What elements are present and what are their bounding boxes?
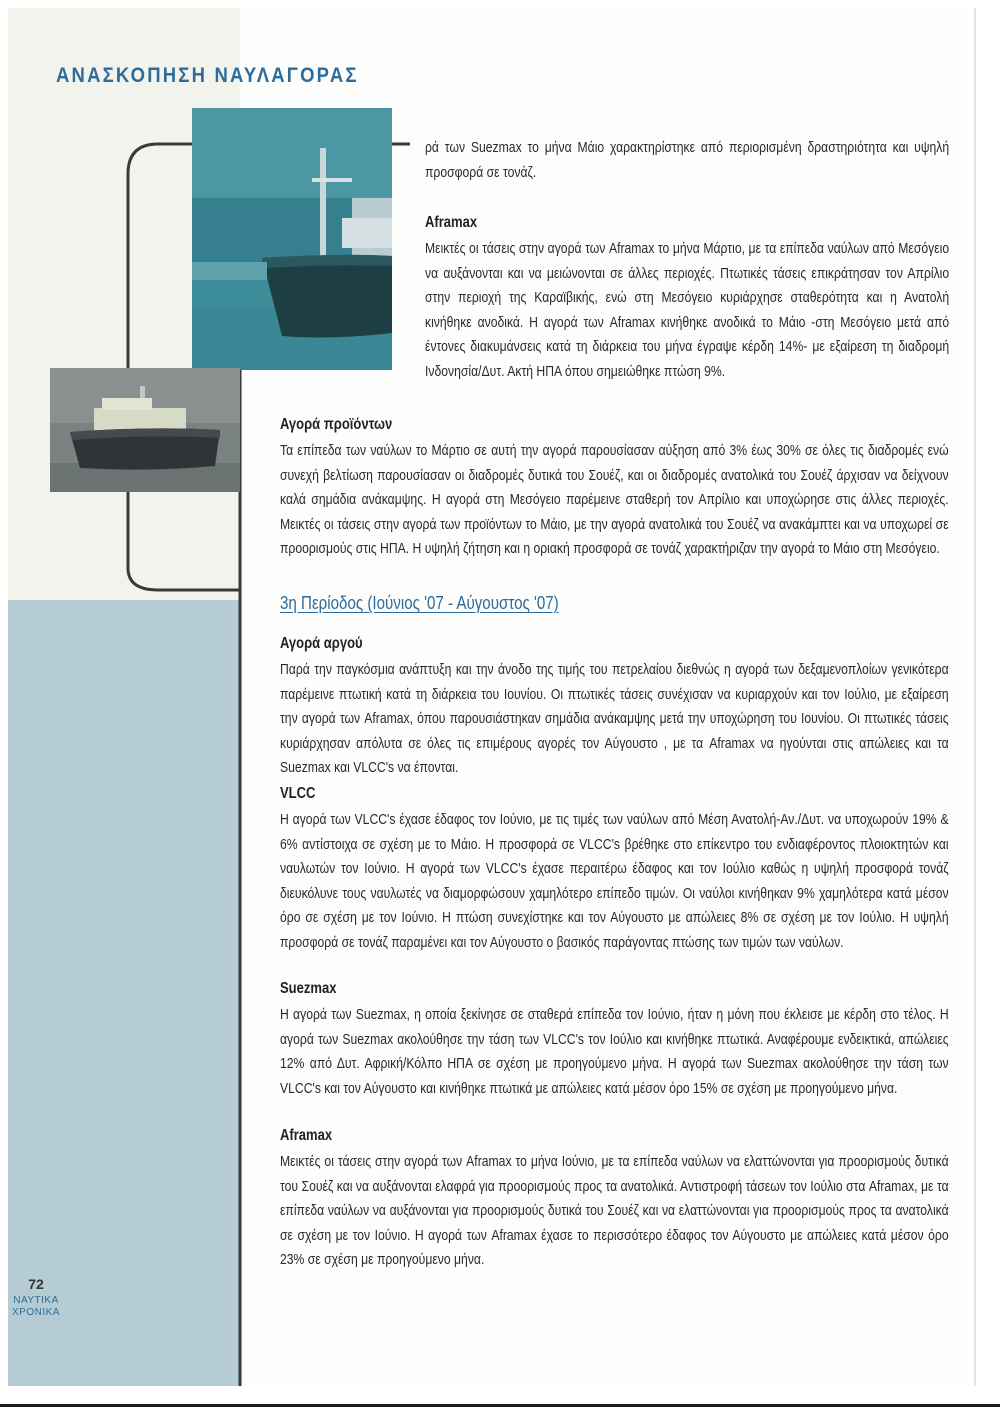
intro-text: ρά των Suezmax το μήνα Μάιο χαρακτηρίστηκε από περιορισμένη δραστηριότητα και υψηλή προσφορά σε τονάζ. xyxy=(425,140,950,181)
magazine-name-line1: ΝΑΥΤΙΚΑ xyxy=(13,1295,59,1306)
section-vlcc xyxy=(280,783,949,955)
tanker-photo-top xyxy=(192,108,392,370)
page-number: 72 xyxy=(28,1276,44,1292)
section-heading: VLCC xyxy=(280,785,316,802)
section-aframax-spring xyxy=(425,212,949,384)
section-aframax-summer xyxy=(280,1125,949,1273)
section-text: Μεικτές οι τάσεις στην αγορά των Aframax το μήνα Ιούνιο, με τα επίπεδα ναύλων να ελαττώνονται για προορισμούς δυτικά του Σουέζ και να αυξάνονται ελαφρά για προορισμούς προς τα ανατολικά. Αντιστροφή τάσεων τον Ιούλιο στα Aframax, με τα επίπεδα ναύλων να αυξάνονται για προορισμούς δυτικά του Σουέζ και να ελαττώνονται για προορισμούς προς τα ανατολικά σε σχέση με τον Ιούνιο. Η αγορά των Aframax έχασε το περισσότερο έδαφος τον Αύγουστο με απώλειες κατά μέσον όρο 23% σε σχέση με προηγούμενο μήνα. xyxy=(280,1154,949,1268)
section-heading: Suezmax xyxy=(280,980,337,997)
tanker-photo-left xyxy=(50,368,240,492)
section-heading: Aframax xyxy=(425,214,478,231)
section-text: Μεικτές οι τάσεις στην αγορά των Aframax το μήνα Μάρτιο, με τα επίπεδα ναύλων από Μεσόγειο να αυξάνονται και να μειώνονται σε άλλες περιοχές. Πτωτικές τάσεις επικράτησαν τον Απρίλιο στην περιοχή της Καραϊβικής, ενώ στη Μεσόγειο κυριάρχησε σταθερότητα και η Ανατολή κινήθηκε ανοδικά. Η αγορά των Aframax κινήθηκε ανοδικά το Μάιο -στη Μεσόγειο μετά από έντονες διακυμάνσεις κατά τη διάρκεια του μήνα έγραψε κέρδη 14%- με εξαίρεση τη διαδρομή Ινδονησία/Δυτ. Ακτή ΗΠΑ όπου σημειώθηκε πτώση 9%. xyxy=(425,241,950,380)
section-crude-market xyxy=(280,633,949,781)
magazine-page xyxy=(8,8,974,1386)
page-header: ΑΝΑΣΚΟΠΗΣΗ ΝΑΥΛΑΓΟΡΑΣ xyxy=(56,64,359,87)
intro-paragraph xyxy=(425,136,949,185)
section-text: Παρά την παγκόσμια ανάπτυξη και την άνοδο της τιμής του πετρελαίου διεθνώς η αγορά των δεξαμενοπλοίων γενικότερα παρέμεινε πτωτική κατά τη διάρκεια του Ιουνίου. Οι πτωτικές τάσεις συνέχισαν να κυριαρχούν και τον Ιούλιο, με εξαίρεση την αγορά των Aframax, όπου παρουσιάστηκαν σημάδια ανάκαμψης μετά την υποχώρηση του Ιουνίου. Οι πτωτικές τάσεις κυριάρχησαν απόλυτα σε όλες τις επιμέρους αγορές τον Αύγουστο , με τα Aframax να ηγούνται στις απώλειες και τα Suezmax και VLCC's να έπονται. xyxy=(280,662,949,776)
magazine-name-line2: ΧΡΟΝΙΚΑ xyxy=(12,1307,60,1318)
section-heading: Αγορά αργού xyxy=(280,635,363,652)
section-text: Η αγορά των VLCC's έχασε έδαφος τον Ιούνιο, με τις τιμές των ναύλων από Μέση Ανατολή-Αν./Δυτ. να υποχωρούν 19% & 6% αντίστοιχα σε σχέση με το Μάιο. Η προσφορά σε VLCC's βρέθηκε στο επίκεντρο του ενδιαφέροντος πλοιοκτητών και ναυλωτών τον Ιούνιο. Η αγορά των VLCC's έχασε περαιτέρω έδαφος και τον Ιούλιο καθώς η υψηλή προσφορά τονάζ διευκόλυνε τους ναυλωτές να διαμορφώσουν χαμηλότερο επίπεδο τιμών. Οι ναύλοι κινήθηκαν 9% χαμηλότερα κατά μέσον όρο σε σχέση με τον Ιούνιο. Η πτώση συνεχίστηκε και τον Αύγουστο με απώλειες 8% σε σχέση με τον Ιούλιο. Η υψηλή προσφορά σε τονάζ παραμένει και τον Αύγουστο ο βασικός παράγοντας πτώσης των τιμών των ναύλων. xyxy=(280,812,949,951)
period-heading: 3η Περίοδος (Ιούνιος '07 - Αύγουστος '07) xyxy=(280,593,559,613)
page-edge-shadow xyxy=(974,8,976,1386)
period-title xyxy=(280,591,784,615)
scan-bottom-rule xyxy=(0,1404,1000,1407)
section-heading: Aframax xyxy=(280,1127,333,1144)
section-suezmax xyxy=(280,978,949,1101)
section-text: Τα επίπεδα των ναύλων το Μάρτιο σε αυτή την αγορά παρουσίασαν αύξηση από 3% έως 30% σε όλες τις διαδρομές ενώ συνεχή βελτίωση παρουσίασαν οι διαδρομές δυτικά του Σουέζ, και οι διαδρομές ανατολικά του Σουέζ άρχισαν να δείχνουν καλά σημάδια ανάκαμψης. Η αγορά στη Μεσόγειο παρέμεινε σταθερή τον Απρίλιο και υποχώρησε στις άλλες περιοχές. Μεικτές οι τάσεις στην αγορά των προϊόντων το Μάιο, με την αγορά ανατολικά του Σουέζ να ανακάμπτει και να υποχωρεί σε προορισμούς στις ΗΠΑ. Η υψηλή ζήτηση και η οριακή προσφορά σε τονάζ χαρακτήριζαν την αγορά το Μάιο στη Μεσόγειο. xyxy=(280,443,949,557)
left-panel-bottom xyxy=(8,600,240,1386)
section-text: Η αγορά των Suezmax, η οποία ξεκίνησε σε σταθερά επίπεδα τον Ιούνιο, ήταν η μόνη που έκλεισε με κέρδη στο τέλος. Η αγορά των Suezmax ακολούθησε την τάση των VLCC's τον Ιούλιο και κινήθηκε πτωτικά. Αναφέρουμε ενδεικτικά, απώλειες 12% από Δυτ. Αφρική/Κόλπο ΗΠΑ σε σχέση με προηγούμενο μήνα. Η αγορά των Suezmax ακολούθησε την τάση των VLCC's και τον Αύγουστο και κινήθηκε πτωτικά με απώλειες κατά μέσον όρο 15% σε σχέση με προηγούμενο μήνα. xyxy=(280,1007,949,1097)
section-heading: Αγορά προϊόντων xyxy=(280,416,393,433)
section-products-market xyxy=(280,414,949,562)
